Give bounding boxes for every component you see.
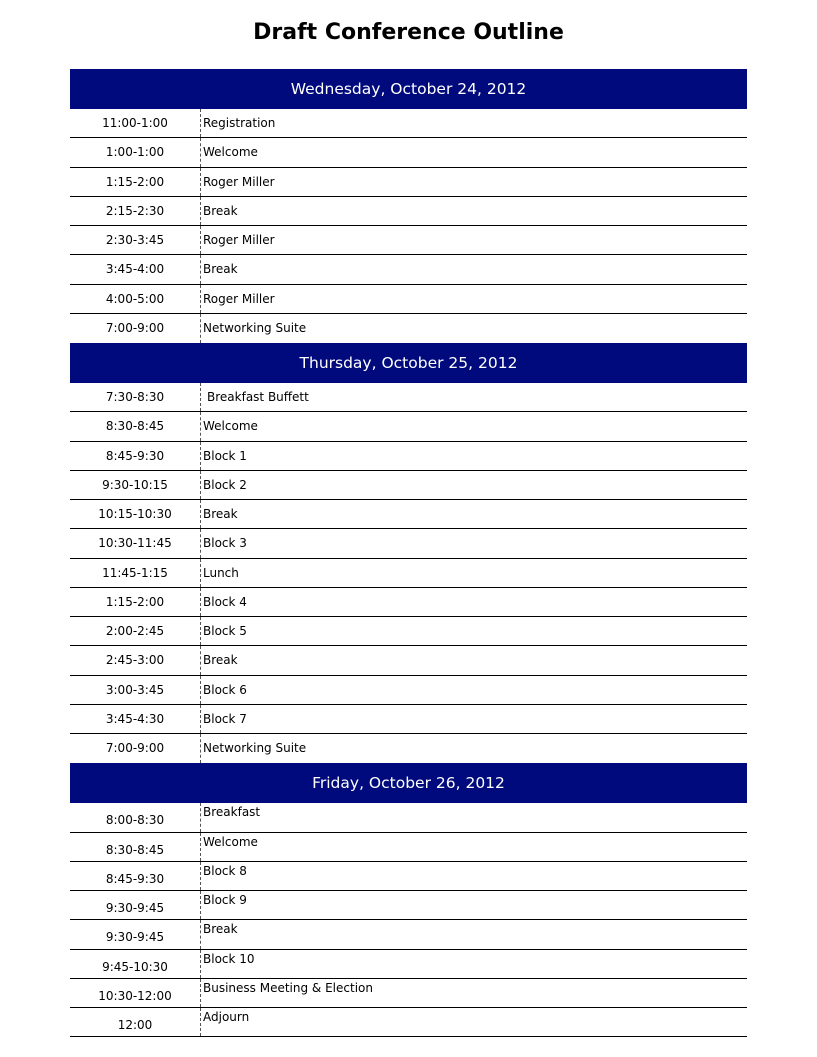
session-time: 7:30-8:30 (70, 383, 201, 411)
session-row (70, 529, 747, 558)
session-event: Roger Miller (203, 174, 275, 189)
session-time: 1:15-2:00 (70, 168, 201, 196)
session-event: Break (203, 203, 238, 218)
session-time: 7:00-9:00 (70, 734, 201, 763)
session-row (70, 979, 747, 1008)
session-time: 10:15-10:30 (70, 500, 201, 528)
session-row (70, 833, 747, 862)
session-event: Block 10 (203, 951, 255, 966)
session-row (70, 646, 747, 675)
session-time: 8:45-9:30 (70, 862, 201, 890)
session-event: Adjourn (203, 1010, 250, 1024)
day-block-thursday (70, 343, 747, 763)
day-block-friday (70, 763, 747, 1037)
session-time: 3:00-3:45 (70, 676, 201, 704)
session-event: Block 3 (203, 536, 247, 551)
session-row (70, 412, 747, 441)
session-row (70, 168, 747, 197)
session-time: 9:30-10:15 (70, 471, 201, 499)
session-time: 2:00-2:45 (70, 617, 201, 645)
session-time: 1:00-1:00 (70, 138, 201, 166)
session-event: Roger Miller (203, 233, 275, 247)
session-row (70, 383, 747, 412)
session-time: 11:45-1:15 (70, 559, 201, 587)
session-row (70, 617, 747, 646)
session-event: Breakfast Buffett (207, 390, 309, 404)
session-time: 2:45-3:00 (70, 646, 201, 674)
session-time: 9:30-9:45 (70, 920, 201, 948)
page-title: Draft Conference Outline (253, 20, 564, 45)
session-time: 1:15-2:00 (70, 588, 201, 616)
session-row (70, 226, 747, 255)
session-time: 2:30-3:45 (70, 226, 201, 254)
session-row (70, 197, 747, 226)
session-event: Block 9 (203, 893, 247, 907)
session-time: 4:00-5:00 (70, 285, 201, 313)
session-time: 8:30-8:45 (70, 412, 201, 440)
session-time: 8:45-9:30 (70, 442, 201, 470)
session-event: Networking Suite (203, 741, 307, 755)
session-event: Block 7 (203, 711, 247, 726)
session-time: 8:00-8:30 (70, 803, 201, 831)
session-event: Welcome (203, 834, 258, 849)
session-event: Networking Suite (203, 320, 307, 335)
session-row (70, 734, 747, 763)
session-event: Lunch (203, 565, 239, 580)
session-time: 11:00-1:00 (70, 109, 201, 137)
session-time: 10:30-12:00 (70, 979, 201, 1007)
session-row (70, 314, 747, 343)
session-row (70, 285, 747, 314)
session-row (70, 676, 747, 705)
session-event: Block 1 (203, 448, 247, 463)
session-time: 3:45-4:30 (70, 705, 201, 733)
session-row (70, 559, 747, 588)
session-event: Roger Miller (203, 291, 275, 306)
day-header: Thursday, October 25, 2012 (70, 343, 747, 383)
session-row (70, 138, 747, 167)
session-event: Break (203, 262, 238, 277)
session-time: 12:00 (70, 1008, 201, 1036)
session-row (70, 500, 747, 529)
session-row (70, 442, 747, 471)
schedule-table (70, 69, 747, 1037)
session-event: Breakfast (203, 805, 261, 820)
session-time: 9:30-9:45 (70, 891, 201, 919)
session-row (70, 705, 747, 734)
session-time: 9:45-10:30 (70, 950, 201, 978)
session-event: Block 5 (203, 624, 247, 638)
session-event: Break (203, 507, 238, 521)
day-block-wednesday (70, 69, 747, 343)
session-time: 7:00-9:00 (70, 314, 201, 343)
session-event: Block 4 (203, 594, 247, 609)
session-event: Business Meeting & Election (203, 980, 373, 995)
session-event: Welcome (203, 419, 258, 434)
session-event: Block 6 (203, 682, 247, 697)
session-event: Block 2 (203, 477, 247, 492)
session-time: 10:30-11:45 (70, 529, 201, 557)
session-time: 2:15-2:30 (70, 197, 201, 225)
session-row (70, 109, 747, 138)
session-row (70, 255, 747, 284)
session-row (70, 950, 747, 979)
session-row (70, 891, 747, 920)
session-row (70, 862, 747, 891)
session-row (70, 803, 747, 832)
day-header: Friday, October 26, 2012 (70, 763, 747, 803)
session-row (70, 1008, 747, 1037)
session-time: 3:45-4:00 (70, 255, 201, 283)
session-event: Block 8 (203, 863, 247, 878)
session-row (70, 471, 747, 500)
session-event: Break (203, 653, 238, 668)
session-row (70, 920, 747, 949)
session-row (70, 588, 747, 617)
session-event: Registration (203, 116, 276, 130)
day-header: Wednesday, October 24, 2012 (70, 69, 747, 109)
session-event: Break (203, 922, 238, 937)
session-time: 8:30-8:45 (70, 833, 201, 861)
session-event: Welcome (203, 145, 258, 160)
